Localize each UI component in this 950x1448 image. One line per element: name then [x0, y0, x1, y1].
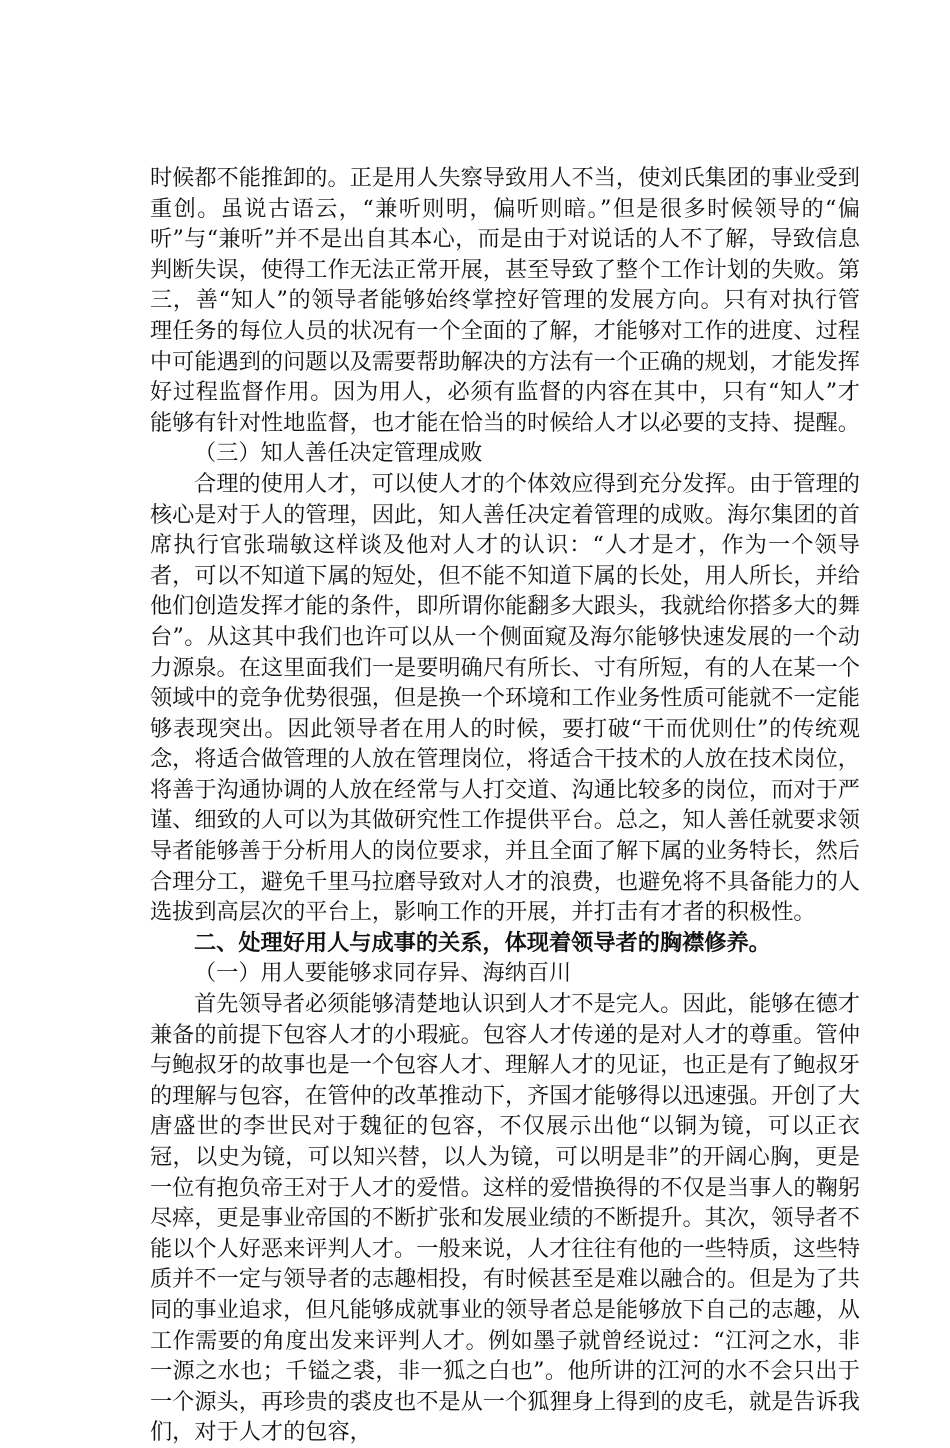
body-paragraph-tolerance: 首先领导者必须能够清楚地认识到人才不是完人。因此，能够在德才兼备的前提下包容人才的小瑕疵。包容人才传递的是对人才的尊重。管仲与鲍叔牙的故事也是一个包容人才、理解人才的见证，也正是有了鲍叔牙的理解与包容，在管仲的改革推动下，齐国才能够得以迅速强。开创了大唐盛世的李世民对于魏征的包容，不仅展示出他“以铜为镜，可以正衣冠，以史为镜，可以知兴替，以人为镜，可以明是非”的开阔心胸，更是一位有抱负帝王对于人才的爱惜。这样的爱惜换得的不仅是当事人的鞠躬尽瘁，更是事业帝国的不断扩张和发展业绩的不断提升。其次，领导者不能以个人好恶来评判人才。一般来说，人才往往有他的一些特质，这些特质并不一定与领导者的志趣相投，有时候甚至是难以融合的。但是为了共同的事业追求，但凡能够成就事业的领导者总是能够放下自己的志趣，从工作需要的角度出发来评判人才。例如墨子就曾经说过：“江河之水，非一源之水也；千镒之裘，非一狐之白也”。他所讲的江河的水不会只出于一个源头，再珍贵的裘皮也不是从一个狐狸身上得到的皮毛，就是告诉我们，对于人才的包容， — [150, 991, 860, 1446]
body-paragraph-continued: 时候都不能推卸的。正是用人失察导致用人不当，使刘氏集团的事业受到重创。虽说古语云，“兼听则明，偏听则暗。”但是很多时候领导的“偏听”与“兼听”并不是出自其本心，而是由于对说话的人不了解，导致信息判断失误，使得工作无法正常开展，甚至导致了整个工作计划的失败。第三，善“知人”的领导者能够始终掌控好管理的发展方向。只有对执行管理任务的每位人员的状况有一个全面的了解，才能够对工作的进度、过程中可能遇到的问题以及需要帮助解决的方法有一个正确的规划，才能发挥好过程监督作用。因为用人，必须有监督的内容在其中，只有“知人”才能够有针对性地监督，也才能在恰当的时候给人才以必要的支持、提醒。 — [150, 165, 860, 436]
section-heading-two: 二、处理好用人与成事的关系，体现着领导者的胸襟修养。 — [194, 929, 771, 956]
subheading-tolerance: （一）用人要能够求同存异、海纳百川 — [194, 960, 572, 987]
subheading-knowing-people: （三）知人善任决定管理成败 — [194, 440, 483, 467]
body-paragraph-haier: 合理的使用人才，可以使人才的个体效应得到充分发挥。由于管理的核心是对于人的管理，因此，知人善任决定着管理的成败。海尔集团的首席执行官张瑞敏这样谈及他对人才的认识：“人才是才，作为一个领导者，可以不知道下属的短处，但不能不知道下属的长处，用人所长，并给他们创造发挥才能的条件，即所谓你能翻多大跟头，我就给你搭多大的舞台”。从这其中我们也许可以从一个侧面窥及海尔能够快速发展的一个动力源泉。在这里面我们一是要明确尺有所长、寸有所短，有的人在某一个领域中的竞争优势很强，但是换一个环境和工作业务性质可能就不一定能够表现突出。因此领导者在用人的时候，要打破“干而优则仕”的传统观念，将适合做管理的人放在管理岗位，将适合干技术的人放在技术岗位，将善于沟通协调的人放在经常与人打交道、沟通比较多的岗位，而对于严谨、细致的人可以为其做研究性工作提供平台。总之，知人善任就要求领导者能够善于分析用人的岗位要求，并且全面了解下属的业务特长，然后合理分工，避免千里马拉磨导致对人才的浪费，也避免将不具备能力的人选拔到高层次的平台上，影响工作的开展，并打击有才者的积极性。 — [150, 470, 860, 926]
document-page — [150, 163, 860, 1448]
